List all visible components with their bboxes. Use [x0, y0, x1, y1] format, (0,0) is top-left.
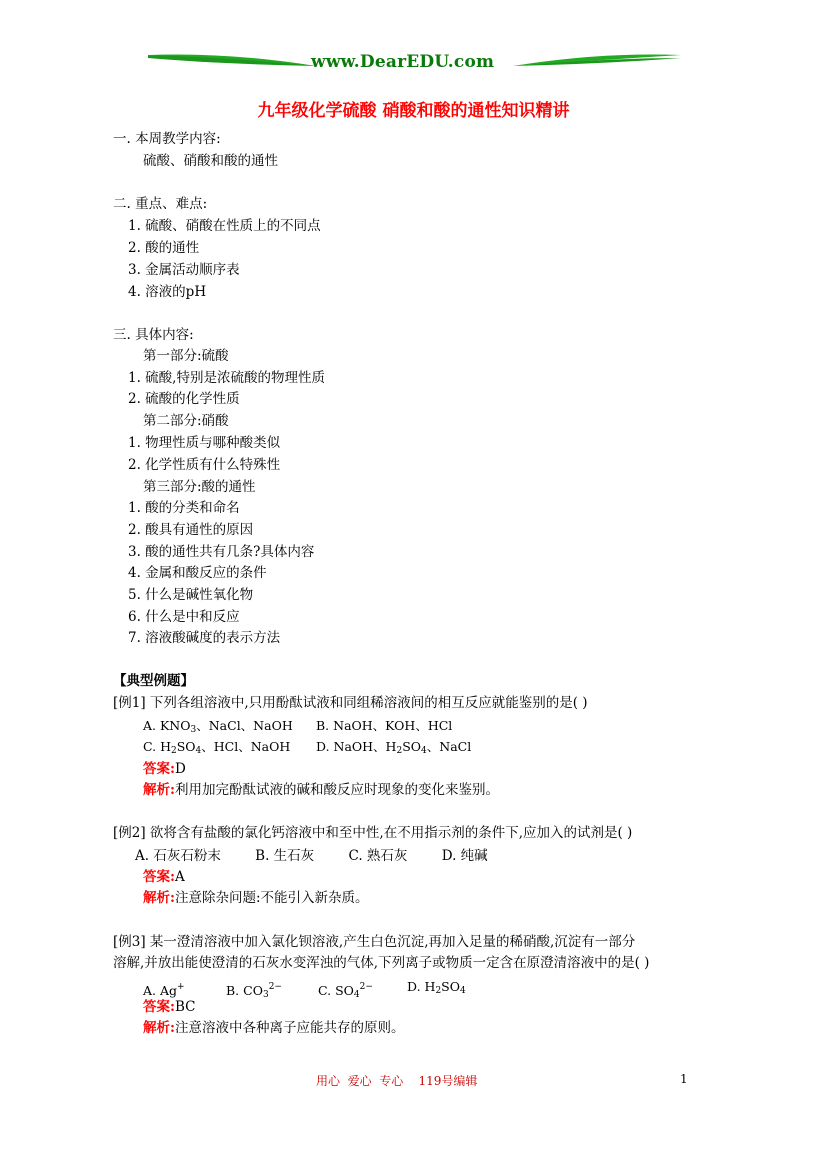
example-2-answer: 答案:A	[143, 869, 185, 885]
example-2-options: A. 石灰石粉末 B. 生石灰 C. 熟石灰 D. 纯碱	[135, 848, 488, 864]
list-item: 1. 酸的分类和命名	[128, 500, 240, 516]
list-item: 5. 什么是碱性氧化物	[128, 587, 254, 603]
example-1-option-d: D. NaOH、$H_2SO_4$、NaCl	[316, 739, 472, 756]
section-1-heading: 一. 本周教学内容:	[113, 131, 221, 147]
list-item: 1. 硫酸、硝酸在性质上的不同点	[128, 218, 321, 234]
section-3-heading: 三. 具体内容:	[113, 327, 194, 343]
list-item: 3. 金属活动顺序表	[128, 262, 240, 278]
list-item: 2. 硫酸的化学性质	[128, 391, 240, 407]
section-2-heading: 二. 重点、难点:	[113, 196, 208, 212]
example-2-analysis: 解析:注意除杂问题:不能引入新杂质。	[143, 890, 369, 906]
page-number: 1	[680, 1072, 688, 1086]
header-swoosh-left-icon	[148, 52, 318, 72]
example-1-answer: 答案:D	[143, 761, 186, 777]
list-item: 4. 金属和酸反应的条件	[128, 565, 267, 581]
example-1-option-b: B. NaOH、KOH、HCl	[316, 718, 453, 733]
list-item: 1. 物理性质与哪种酸类似	[128, 435, 281, 451]
example-1-option-c: C. $H_2SO_4$、HCl、NaOH	[143, 739, 291, 756]
list-item: 3. 酸的通性共有几条?具体内容	[128, 544, 315, 560]
page-footer: 用心 爱心 专心 119号编辑	[316, 1074, 478, 1088]
list-item: 2. 化学性质有什么特殊性	[128, 457, 281, 473]
list-item: 4. 溶液的pH	[128, 284, 207, 300]
examples-heading: 【典型例题】	[113, 673, 194, 689]
example-3-option-c: C. $SO_4^{2-}$	[318, 982, 373, 1000]
part-3-heading: 第三部分:酸的通性	[143, 479, 256, 495]
list-item: 2. 酸具有通性的原因	[128, 522, 254, 538]
part-2-heading: 第二部分:硝酸	[143, 413, 229, 429]
example-3-question-line-2: 溶解,并放出能使澄清的石灰水变浑浊的气体,下列离子或物质一定含在原澄清溶液中的是( )	[113, 955, 650, 971]
list-item: 7. 溶液酸碱度的表示方法	[128, 630, 281, 646]
example-1-analysis: 解析:利用加完酚酞试液的碱和酸反应时现象的变化来鉴别。	[143, 782, 499, 798]
page-title: 九年级化学硫酸 硝酸和酸的通性知识精讲	[257, 101, 570, 121]
example-2-question: [例2] 欲将含有盐酸的氯化钙溶液中和至中性,在不用指示剂的条件下,应加入的试剂是( )	[113, 825, 633, 841]
part-1-heading: 第一部分:硫酸	[143, 348, 229, 364]
example-3-option-b: B. $CO_3^{2-}$	[226, 982, 282, 1000]
example-3-answer: 答案:BC	[143, 999, 196, 1015]
list-item: 6. 什么是中和反应	[128, 609, 240, 625]
example-3-analysis: 解析:注意溶液中各种离子应能共存的原则。	[143, 1020, 405, 1036]
site-url[interactable]: www.DearEDU.com	[311, 52, 495, 72]
list-item: 1. 硫酸,特别是浓硫酸的物理性质	[128, 370, 325, 386]
example-3-option-a: A. Ag+	[143, 982, 185, 998]
section-1-content: 硫酸、硝酸和酸的通性	[143, 153, 278, 169]
example-1-option-a: A. $KNO_3$、NaCl、NaOH	[143, 718, 293, 735]
example-1-question: [例1] 下列各组溶液中,只用酚酞试液和同组稀溶液间的相互反应就能鉴别的是( )	[113, 695, 588, 711]
list-item: 2. 酸的通性	[128, 240, 200, 256]
example-3-option-d: D. $H_2SO_4$	[407, 979, 466, 996]
example-3-question-line-1: [例3] 某一澄清溶液中加入氯化钡溶液,产生白色沉淀,再加入足量的稀硝酸,沉淀有一部分	[113, 934, 636, 950]
header-swoosh-right-icon	[511, 52, 681, 72]
